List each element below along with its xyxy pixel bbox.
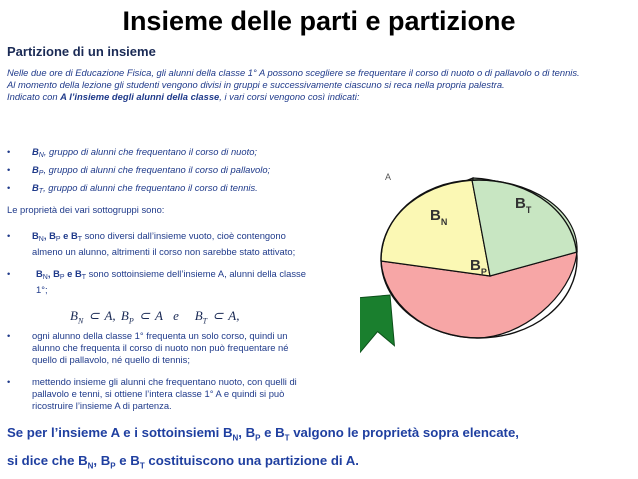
bt-label: $B_T$ [515, 195, 532, 215]
list-item: • $B_P$, gruppo di alunni che frequentano il corso di pallavolo; [7, 164, 271, 177]
partition-diagram [360, 160, 635, 420]
groups-list [7, 146, 337, 200]
list-item: • $B_N$, $B_P$ e $B_T$ sono diversi dall’insieme vuoto, cioè contengono almeno un alunno, altrimenti il corso non sarebbe stato attivato; [7, 230, 296, 257]
list-item: • $B_N$, $B_P$ e $B_T$ sono sottoinsieme dell’insieme A, alunni della classe 1°; [7, 268, 306, 295]
section-subtitle: Partizione di un insieme [7, 44, 156, 59]
bp-label: $B_P$ [470, 257, 487, 277]
list-item: • $B_N$, gruppo di alunni che frequentano il corso di nuoto; [7, 146, 258, 159]
list-item: • ogni alunno della classe 1° frequenta un solo corso, quindi un alunno che frequenta il corso di nuoto non può frequentare né quello di pallavolo, né quello di tennis; [7, 330, 289, 365]
intro-paragraph [7, 67, 633, 103]
conclusion-line: Se per l’insieme A e i sottoinsiemi $B_N$, $B_P$ e $B_T$ valgono le proprietà sopra elencate, [7, 425, 519, 443]
properties-intro: Le proprietà dei vari sottogruppi sono: [7, 204, 165, 215]
list-item: • mettendo insieme gli alunni che frequentano nuoto, con quelli di pallavolo e tenni, si ottiene l’intera classe 1° A e quindi si può ricostruire l’insieme A di partenza. [7, 376, 297, 411]
bn-label: $B_N$ [430, 207, 448, 227]
conclusion-line: si dice che $B_N$, $B_P$ e $B_T$ costituiscono una partizione di A. [7, 452, 359, 471]
intro-line: Indicato con A l’insieme degli alunni della classe, i vari corsi vengono così indicati: [7, 91, 360, 102]
intro-bold: A l’insieme degli alunni della classe [60, 91, 220, 102]
subset-formula: $B_N$ ⊂ A, $B_P$ ⊂ A e $B_T$ ⊂ A, [70, 308, 240, 326]
intro-line: Nelle due ore di Educazione Fisica, gli alunni della classe 1° A possono scegliere se frequentare il corso di nuoto o di pallavolo o di tennis. [7, 67, 580, 78]
list-item: • $B_T$, gruppo di alunni che frequentano il corso di tennis. [7, 182, 258, 195]
conclusion-text [7, 422, 635, 477]
set-a-label: A [385, 172, 392, 182]
intro-line: Al momento della lezione gli studenti vengono divisi in gruppi e successivamente ciascuno si reca nella propria palestra. [7, 79, 505, 90]
page-title: Insieme delle parti e partizione [122, 6, 516, 36]
